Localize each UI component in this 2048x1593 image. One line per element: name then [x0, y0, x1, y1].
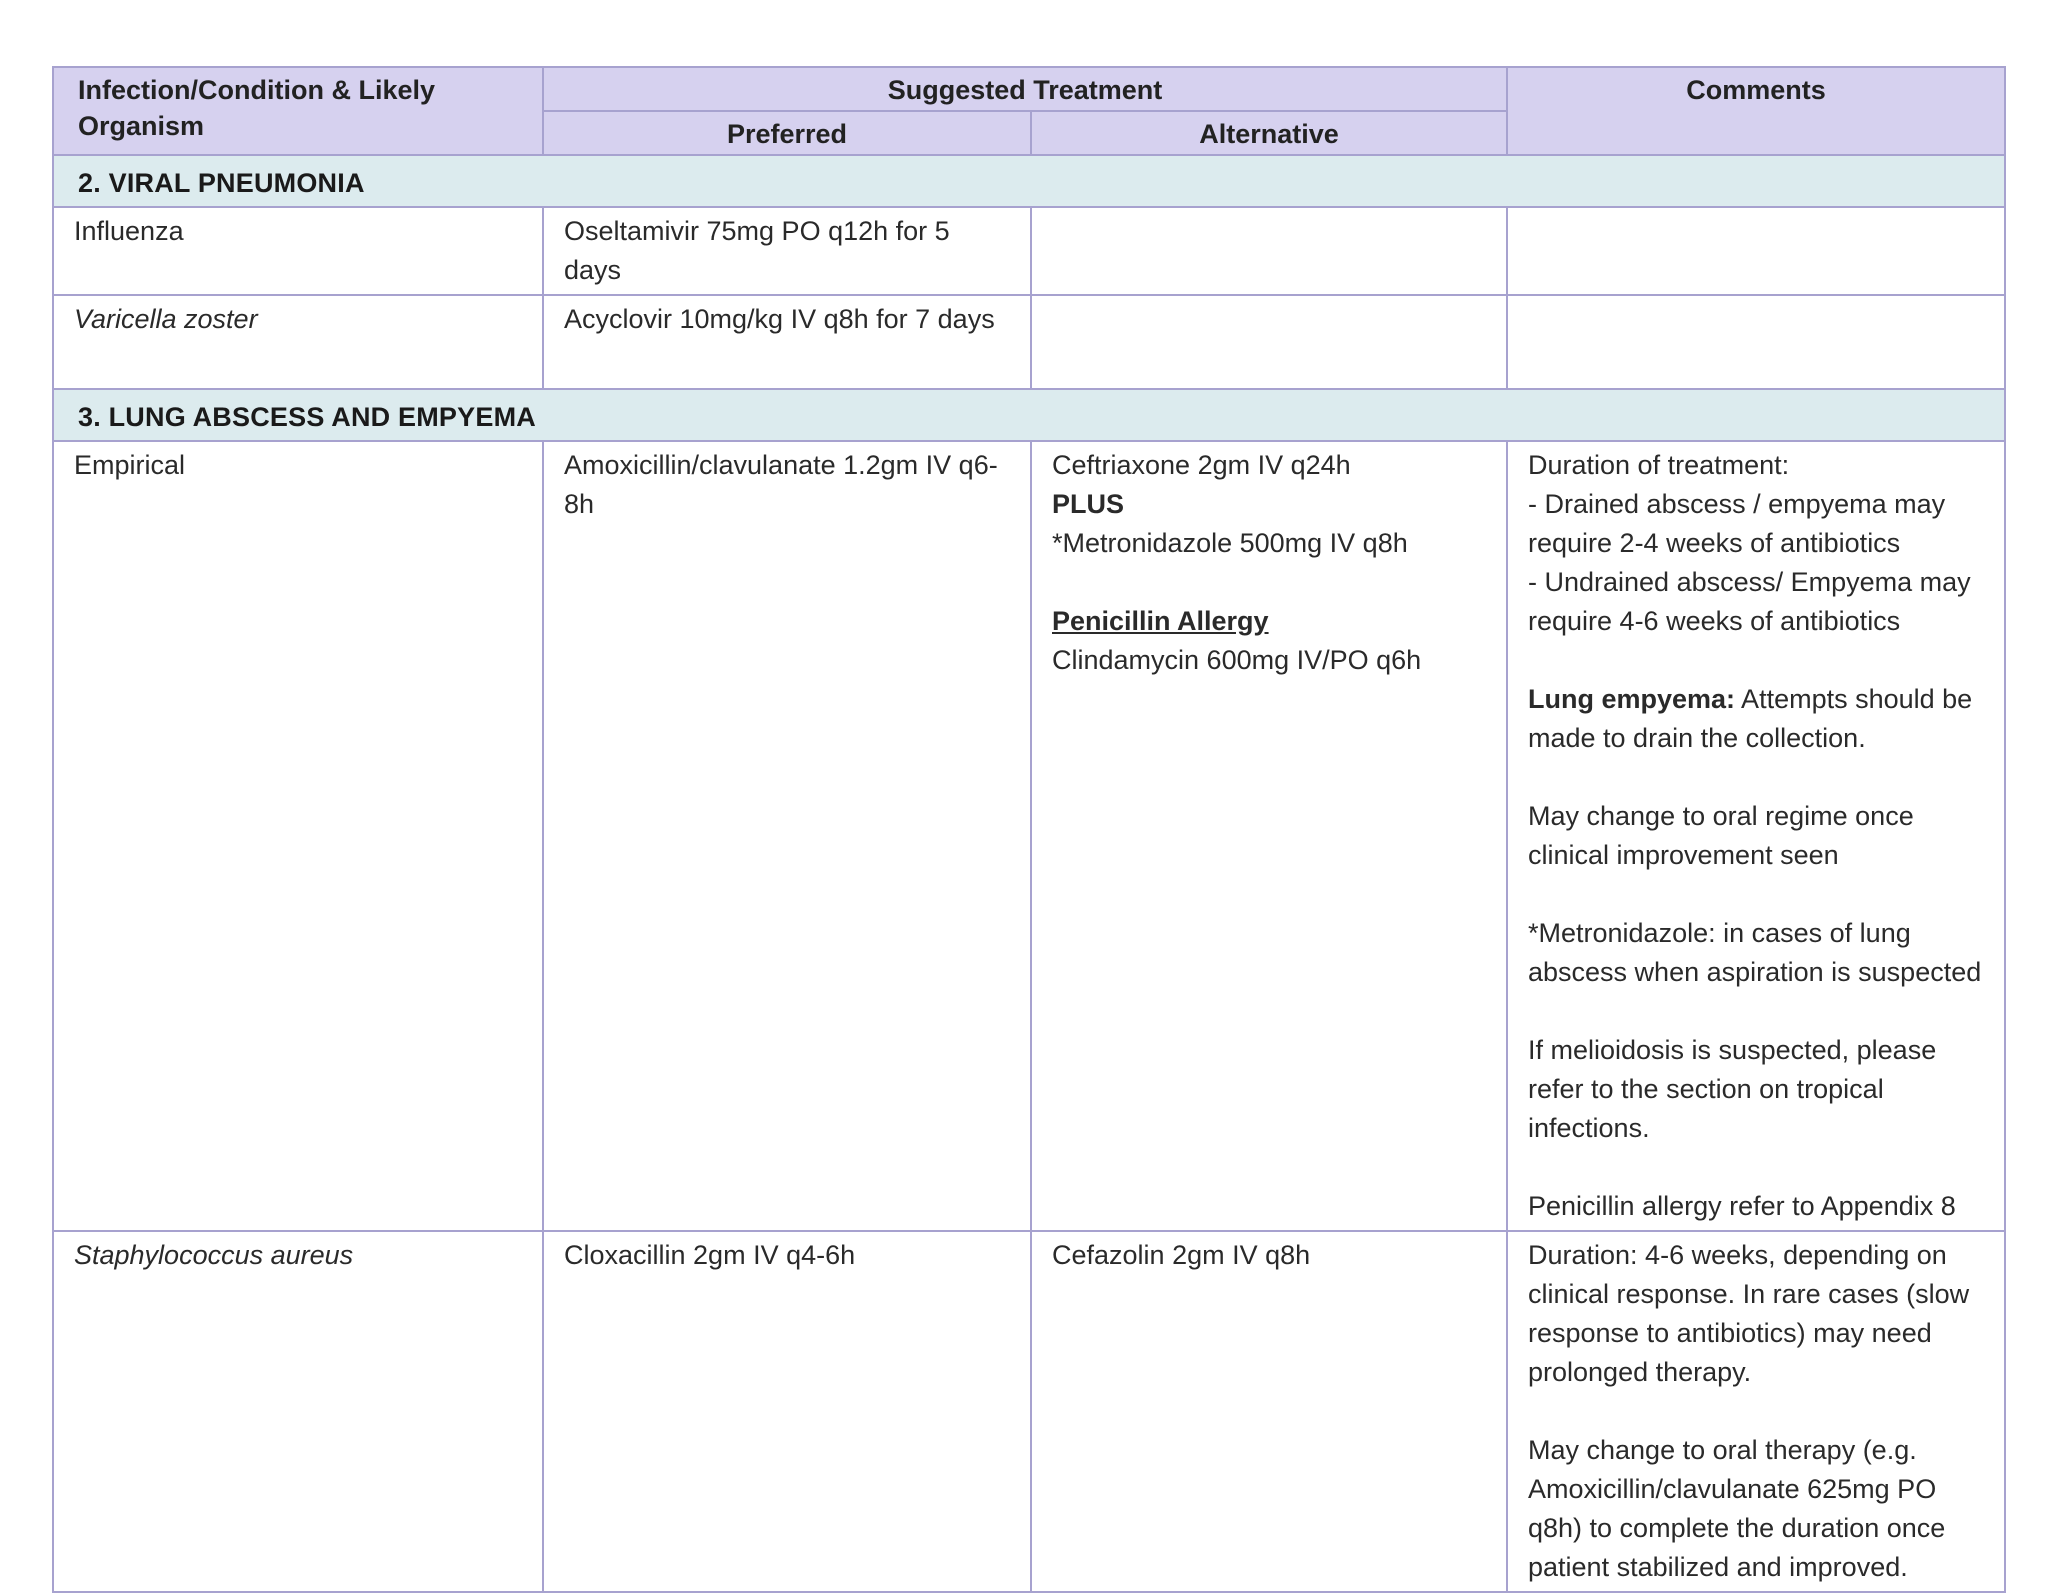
comment-oral: May change to oral therapy (e.g. Amoxicillin/clavulanate 625mg PO q8h) to complete the duration once patient stabilized and improved. [1528, 1435, 1946, 1582]
spacer [1528, 1148, 1984, 1187]
alternative-cell [1031, 441, 1507, 1231]
section-title: 2. VIRAL PNEUMONIA [53, 155, 2005, 207]
spacer [1528, 875, 1984, 914]
comment-oral: May change to oral regime once clinical improvement seen [1528, 801, 1914, 870]
table-header [53, 67, 2005, 155]
preferred-cell: Amoxicillin/clavulanate 1.2gm IV q6-8h [543, 441, 1031, 1231]
section-row-viral-pneumonia [53, 155, 2005, 207]
penicillin-allergy-heading: Penicillin Allergy [1052, 606, 1269, 636]
preferred-cell: Acyclovir 10mg/kg IV q8h for 7 days [543, 295, 1031, 389]
table-row [53, 1231, 2005, 1592]
comment-melioidosis: If melioidosis is suspected, please refer to the section on tropical infections. [1528, 1035, 1937, 1143]
alternative-cell: Cefazolin 2gm IV q8h [1031, 1231, 1507, 1592]
organism-cell: Influenza [53, 207, 543, 295]
alternative-line: Ceftriaxone 2gm IV q24h [1052, 450, 1351, 480]
antibiotic-guideline-table [52, 66, 2006, 1593]
comment-allergy: Penicillin allergy refer to Appendix 8 [1528, 1191, 1956, 1221]
comments-cell [1507, 1231, 2005, 1592]
spacer [1052, 563, 1486, 602]
section-row-lung-abscess-empyema [53, 389, 2005, 441]
empyema-text: Attempts should be made to drain the collection. [1528, 684, 1973, 753]
organism-cell: Empirical [53, 441, 543, 1231]
comment-undrained: - Undrained abscess/ Empyema may require 4-6 weeks of antibiotics [1528, 567, 1971, 636]
alternative-cell [1031, 295, 1507, 389]
comments-cell [1507, 441, 2005, 1231]
header-alternative: Alternative [1031, 111, 1507, 155]
empyema-label: Lung empyema: [1528, 684, 1736, 714]
comment-duration: Duration: 4-6 weeks, depending on clinical response. In rare cases (slow response to antibiotics) may need prolonged therapy. [1528, 1240, 1970, 1387]
spacer [1528, 992, 1984, 1031]
comment-metronidazole: *Metronidazole: in cases of lung abscess when aspiration is suspected [1528, 918, 1982, 987]
alternative-line: *Metronidazole 500mg IV q8h [1052, 528, 1408, 558]
table-row [53, 441, 2005, 1231]
comments-cell [1507, 207, 2005, 295]
plus-label: PLUS [1052, 489, 1125, 519]
spacer [1528, 1392, 1984, 1431]
comments-cell [1507, 295, 2005, 389]
table-row [53, 207, 2005, 295]
alternative-cell [1031, 207, 1507, 295]
spacer [1528, 758, 1984, 797]
preferred-cell: Oseltamivir 75mg PO q12h for 5 days [543, 207, 1031, 295]
header-preferred: Preferred [543, 111, 1031, 155]
comment-duration-heading: Duration of treatment: [1528, 450, 1790, 480]
alternative-line: Clindamycin 600mg IV/PO q6h [1052, 645, 1422, 675]
header-infection-condition: Infection/Condition & Likely Organism [53, 67, 543, 155]
comment-drained: - Drained abscess / empyema may require 2-4 weeks of antibiotics [1528, 489, 1946, 558]
section-title: 3. LUNG ABSCESS AND EMPYEMA [53, 389, 2005, 441]
header-suggested-treatment: Suggested Treatment [543, 67, 1507, 111]
preferred-cell: Cloxacillin 2gm IV q4-6h [543, 1231, 1031, 1592]
header-comments: Comments [1507, 67, 2005, 155]
organism-cell: Varicella zoster [53, 295, 543, 389]
comment-empyema [1528, 680, 1984, 758]
spacer [1528, 641, 1984, 680]
table-row [53, 295, 2005, 389]
organism-cell: Staphylococcus aureus [53, 1231, 543, 1592]
